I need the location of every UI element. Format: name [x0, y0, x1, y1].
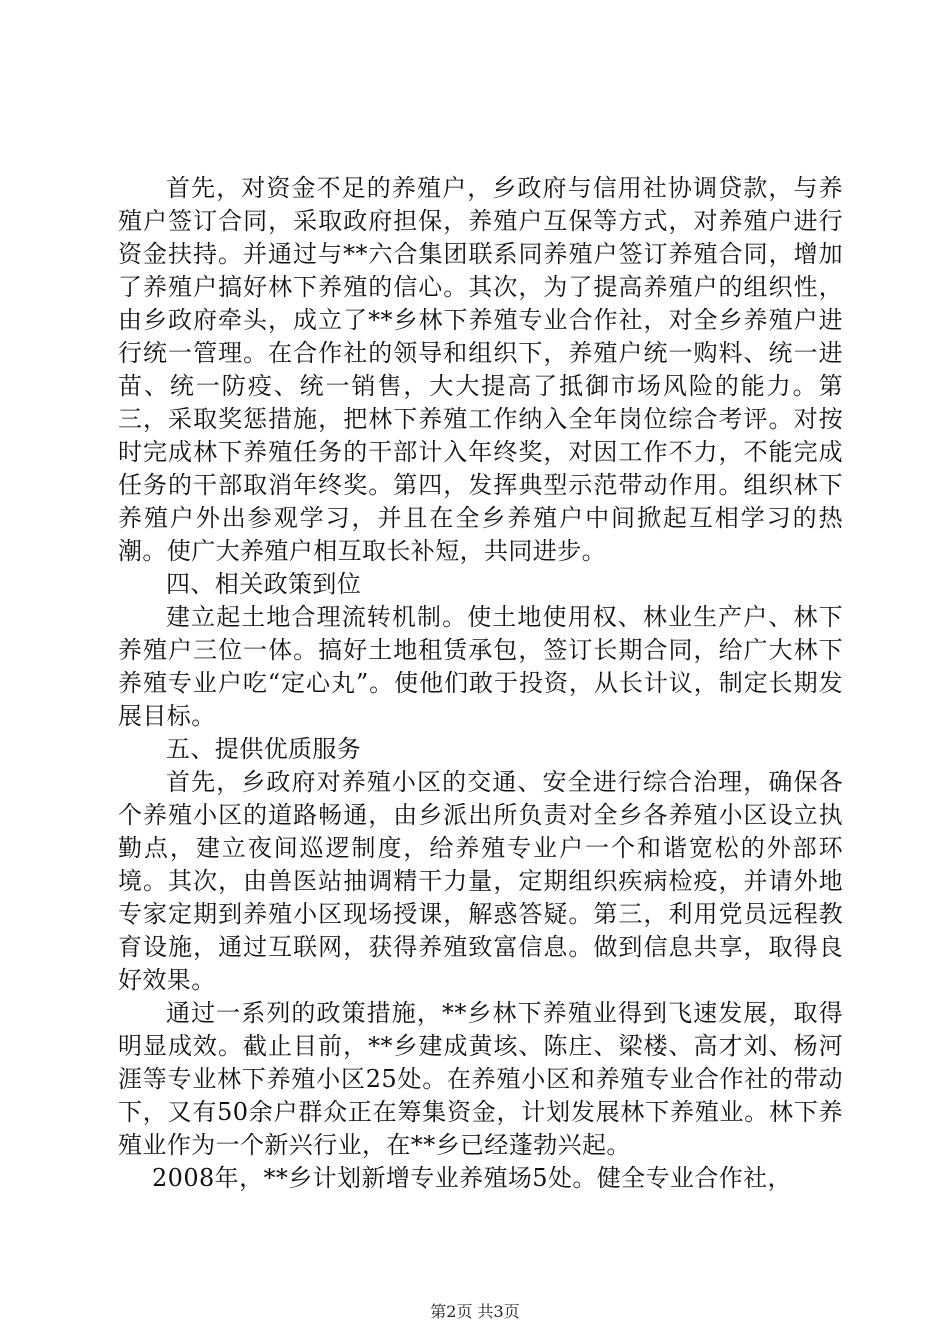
page-number-footer: 第2页 共3页 — [430, 1302, 520, 1321]
section-heading-policy: 四、相关政策到位 — [166, 570, 362, 598]
document-body — [118, 172, 843, 1195]
paragraph-quality-service: 首先，乡政府对养殖小区的交通、安全进行综合治理，确保各个养殖小区的道路畅通，由乡派出所负责对全乡各养殖小区设立执勤点，建立夜间巡逻制度，给养殖专业户一个和谐宽松的外部环境。其次，由兽医站抽调精干力量，定期组织疾病检疫，并请外地专家定期到养殖小区现场授课，解惑答疑。第三，利用党员远程教育设施，通过互联网，获得养殖致富信息。做到信息共享，取得良好效果。 — [118, 768, 843, 994]
paragraph-results: 通过一系列的政策措施，**乡林下养殖业得到飞速发展，取得明显成效。截止目前，**乡建成黄垓、陈庄、梁楼、高才刘、杨河涯等专业林下养殖小区25处。在养殖小区和养殖专业合作社的带动下，又有50余户群众正在筹集资金，计划发展林下养殖业。林下养殖业作为一个新兴行业，在**乡已经蓬勃兴起。 — [118, 999, 843, 1159]
paragraph-land-transfer: 建立起土地合理流转机制。使土地使用权、林业生产户、林下养殖户三位一体。搞好土地租赁承包，签订长期合同，给广大林下养殖专业户吃“定心丸”。使他们敢于投资，从长计议，制定长期发展目标。 — [118, 603, 843, 730]
paragraph-funding-support: 首先，对资金不足的养殖户，乡政府与信用社协调贷款，与养殖户签订合同，采取政府担保，养殖户互保等方式，对养殖户进行资金扶持。并通过与**六合集团联系同养殖户签订养殖合同，增加了养殖户搞好林下养殖的信心。其次，为了提高养殖户的组织性，由乡政府牵头，成立了**乡林下养殖专业合作社，对全乡养殖户进行统一管理。在合作社的领导和组织下，养殖户统一购料、统一进苗、统一防疫、统一销售，大大提高了抵御市场风险的能力。第三，采取奖惩措施，把林下养殖工作纳入全年岗位综合考评。对按时完成林下养殖任务的干部计入年终奖，对因工作不力，不能完成任务的干部取消年终奖。第四，发挥典型示范带动作用。组织林下养殖户外出参观学习，并且在全乡养殖户中间掀起互相学习的热潮。使广大养殖户相互取长补短，共同进步。 — [118, 174, 843, 565]
section-heading-service: 五、提供优质服务 — [166, 735, 362, 763]
paragraph-2008-plan: 2008年，**乡计划新增专业养殖场5处。健全专业合作社， — [152, 1164, 792, 1192]
